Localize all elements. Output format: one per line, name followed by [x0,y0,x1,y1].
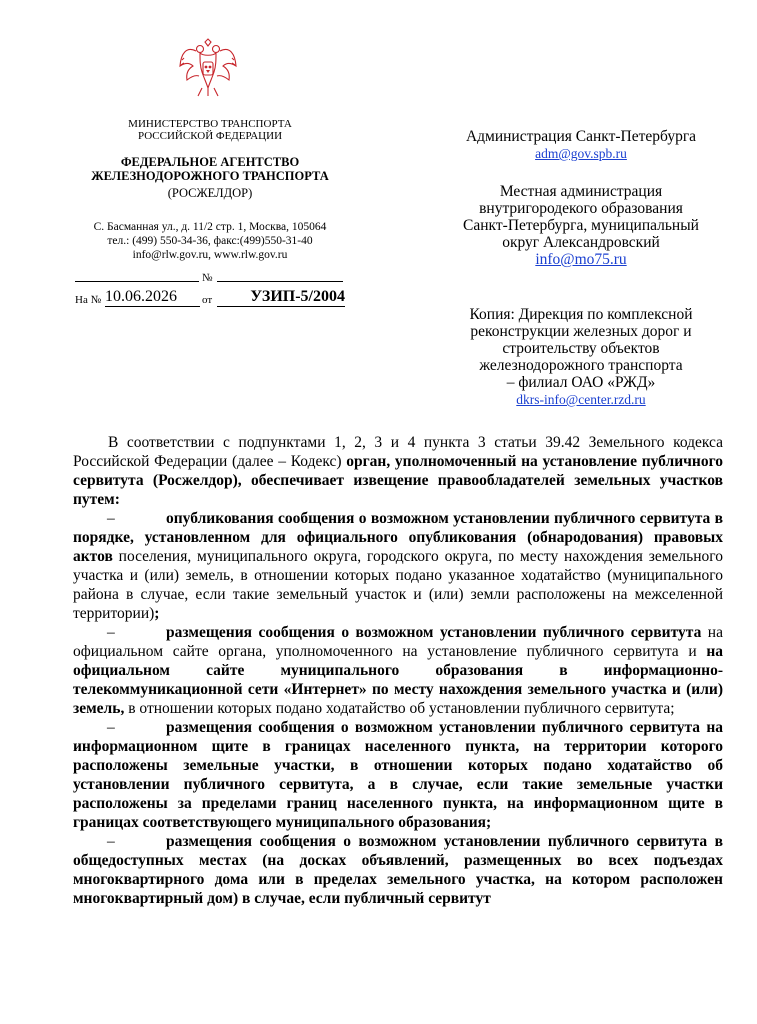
list-item: – размещения сообщения о возможном установлении публичного сервитута в общедоступных местах (на досках объявлений, размещенных во всех подъездах многоквартирного дома или в пределах земельного участка, на котором расположен многоквартирный дом) в случае, если публичный сервитут [73,833,723,907]
list-item: – размещения сообщения о возможном установлении публичного сервитута на официальном сайте органа, уполномоченного на установление публичного сервитута и на официальном сайте муниципального образования в информационно-телекоммуникационной сети «Интернет» по месту нахождения земельного участка и (или) земель, в отношении которых подано ходатайство об установлении публичного сервитута; [73,624,723,717]
ministry-name: МИНИСТЕРСТВО ТРАНСПОРТА РОССИЙСКОЙ ФЕДЕРАЦИИ [128,118,292,142]
letter-body [73,433,723,908]
coat-of-arms-emblem [178,36,238,98]
list-item: – размещения сообщения о возможном установлении публичного сервитута на информационном щите в границах населенного пункта, на территории которого расположены земельные участки, в отношении которых подано ходатайство об установлении публичного сервитута, а в случае, если такие земельные участки расположены за пределами границ населенного пункта, на информационном щите в границах соответствующего муниципального образования; [73,719,723,831]
reference-date: 10.06.2026 [105,288,200,307]
agency-phones: тел.: (499) 550-34-36, факс:(499)550-31-40 [107,235,313,247]
recipient-1-email[interactable]: adm@gov.spb.ru [535,146,627,161]
reference-number: УЗИП-5/2004 [217,288,345,307]
recipient-1 [436,128,726,162]
reference-prefix: На № [75,294,102,306]
agency-short-name: (РОСЖЕЛДОР) [167,186,253,200]
agency-name: ФЕДЕРАЛЬНОЕ АГЕНТСТВО ЖЕЛЕЗНОДОРОЖНОГО ТРАНСПОРТА [91,155,329,183]
copy-recipient: Копия: Дирекция по комплексной реконструкции железных дорог и строительству объектов железнодорожного транспорта – филиал ОАО «РЖД» dkrs-info@center.rzd.ru [469,306,693,407]
agency-contacts [60,220,360,262]
registration-number-line [75,268,343,282]
intro-paragraph: В соответствии с подпунктами 1, 2, 3 и 4 пункта 3 статьи 39.42 Земельного кодекса Российской Федерации (далее – Кодекс) орган, уполномоченный на установление публичного сервитута (Росжелдор), обеспечивает извещение правообладателей земельных участков путем: [73,434,723,508]
recipient-2-email[interactable]: info@mo75.ru [535,251,627,268]
reference-line [75,286,365,306]
reference-from: от [202,294,213,306]
number-sign: № [202,272,213,284]
recipient-2: Местная администрация внутригородекого образования Санкт-Петербурга, муниципальный округ Александровский info@mo75.ru [463,183,699,268]
registration-number-blank [217,281,343,282]
agency-address: С. Басманная ул., д. 11/2 стр. 1, Москва, 105064 [93,221,327,233]
copy-recipient-email[interactable]: dkrs-info@center.rzd.ru [516,392,646,407]
registration-date-blank [75,281,199,282]
list-item: – опубликования сообщения о возможном установлении публичного сервитута в порядке, установленном для официального опубликования (обнародования) правовых актов поселения, муниципального округа, городского округа, по месту нахождения земельного участка и (или) земель, в отношении которых подано указанное ходатайство (муниципального района в случае, если такие земельный участок и (или) земли расположены на межселенной территории); [73,510,723,622]
agency-web: info@rlw.gov.ru, www.rlw.gov.ru [132,249,288,261]
recipient-1-title: Администрация Санкт-Петербурга [465,128,697,145]
